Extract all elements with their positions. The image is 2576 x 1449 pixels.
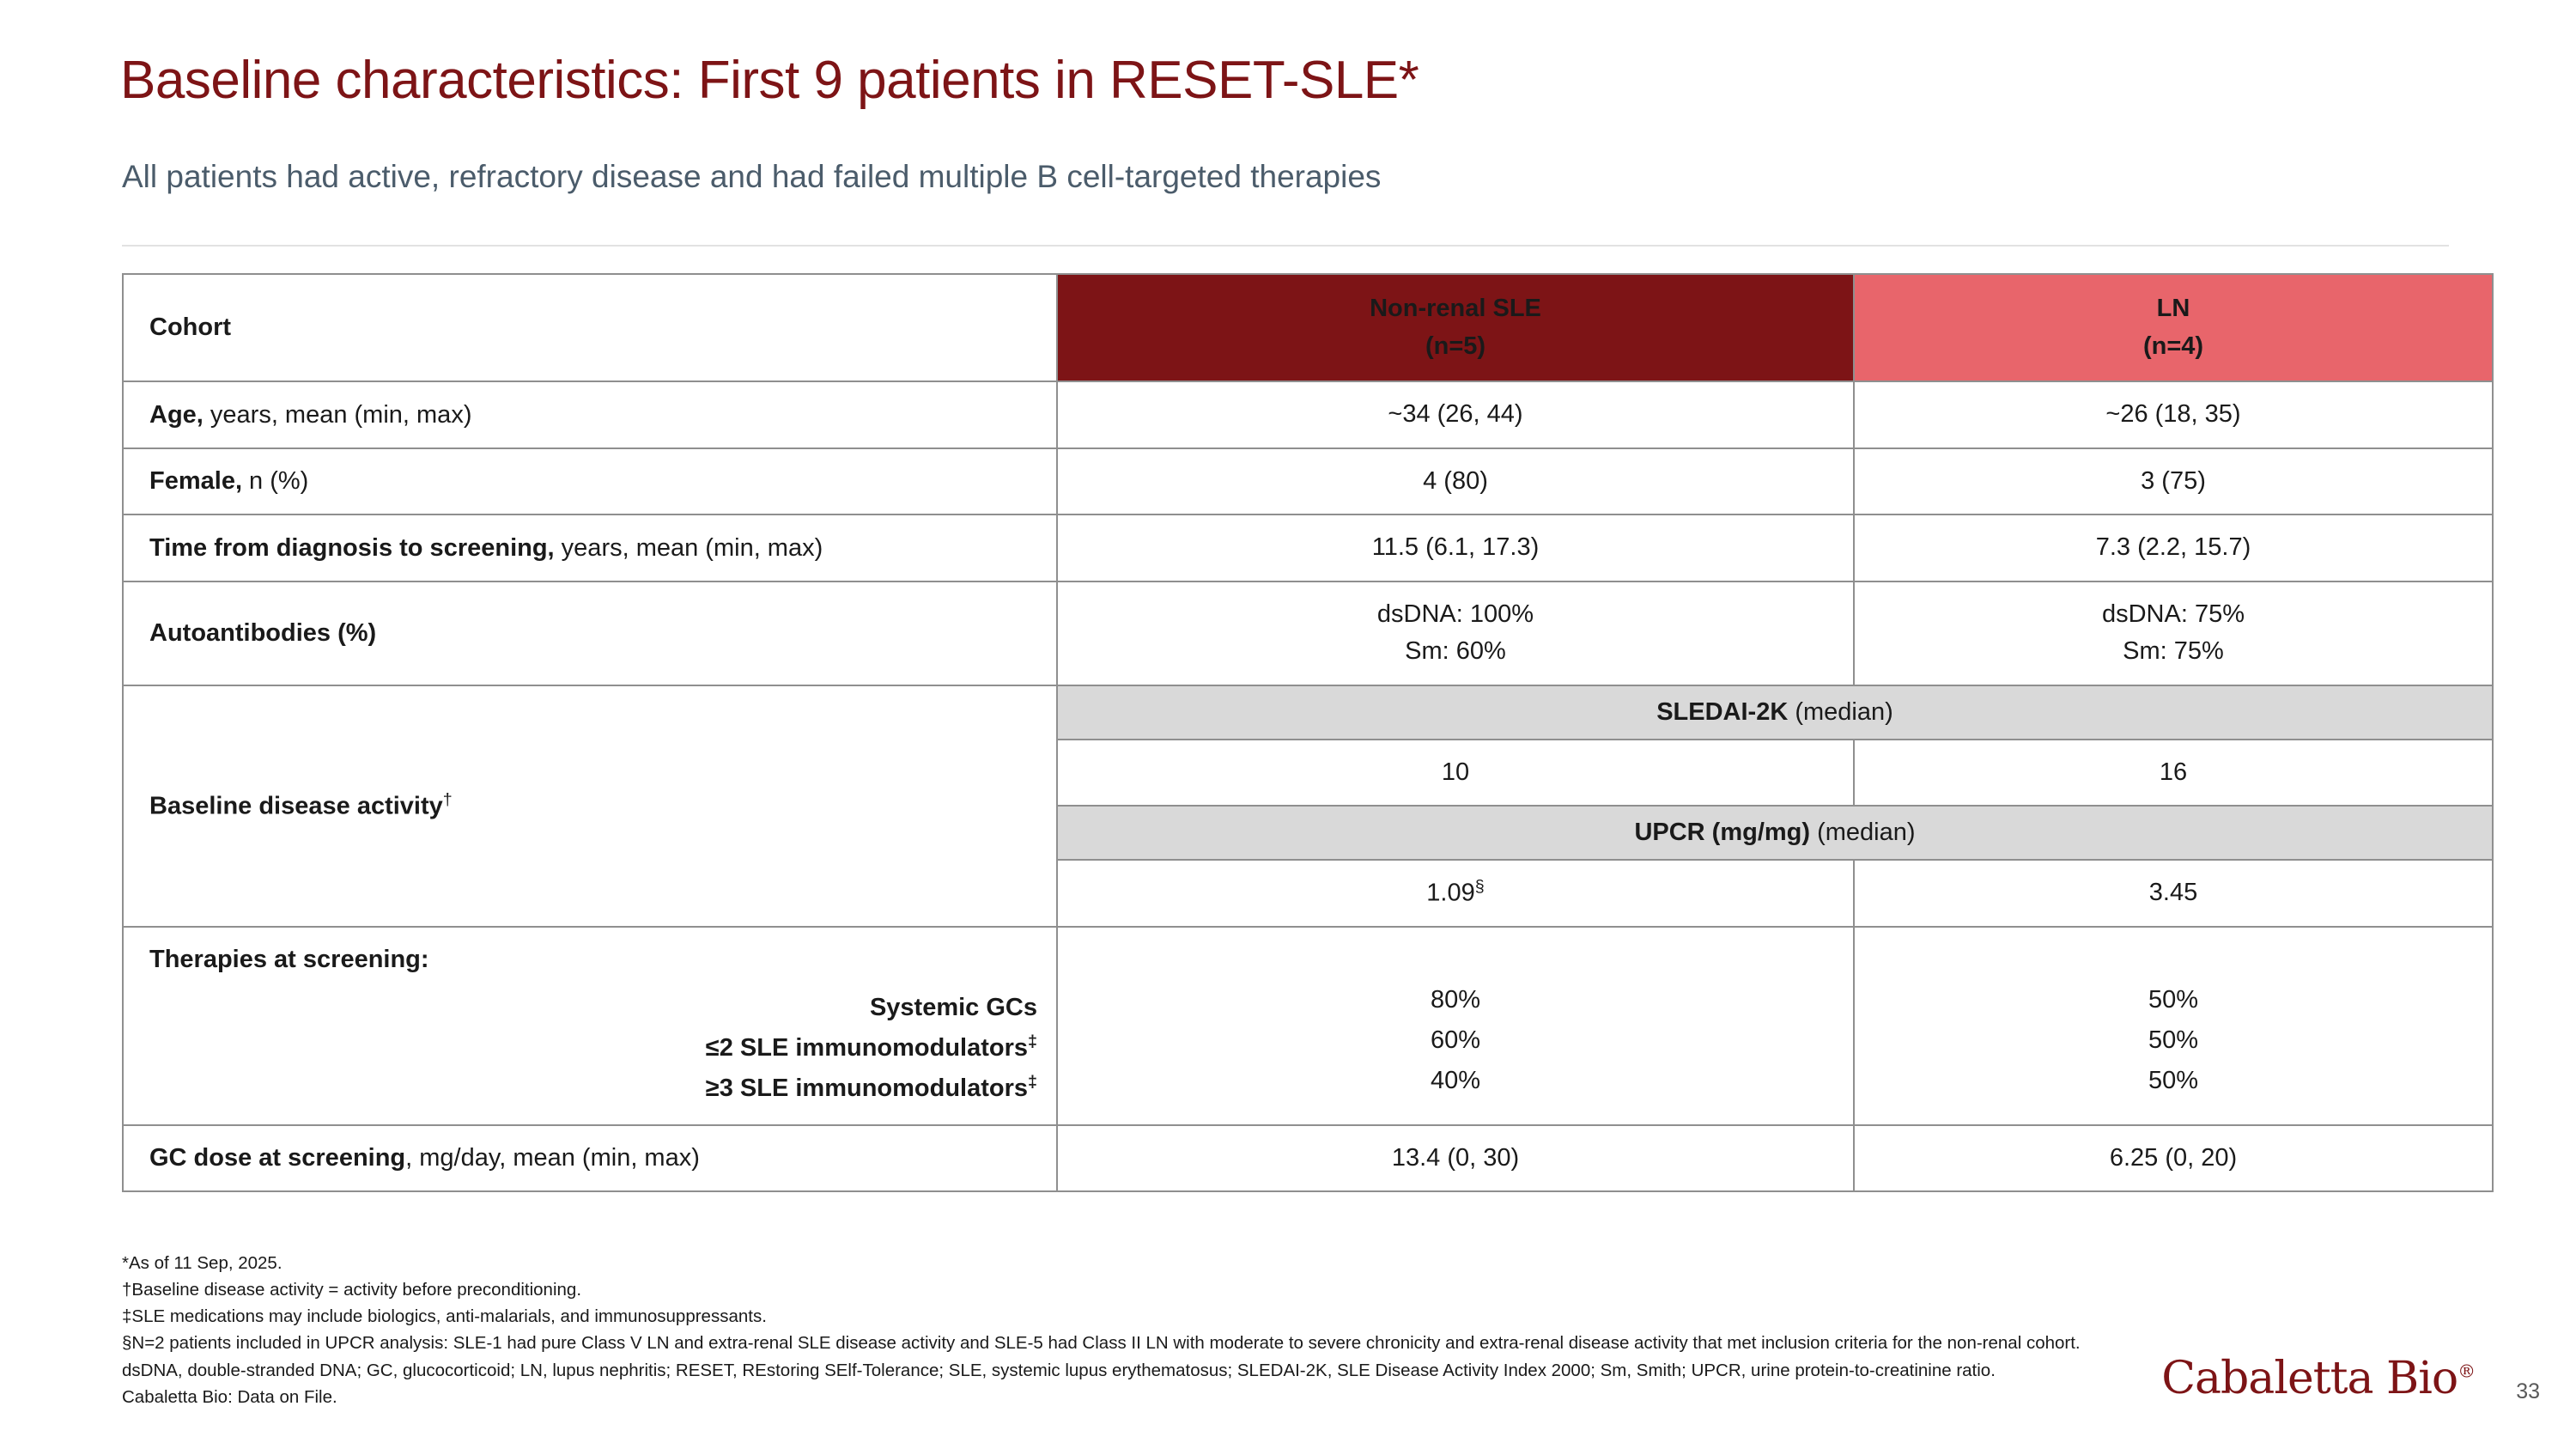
cell-upcr-non-renal-value: 1.09	[1426, 879, 1475, 907]
therapies-heading: Therapies at screening:	[149, 946, 429, 974]
logo-registered-mark: ®	[2458, 1361, 2475, 1382]
row-label-time-to-screening	[123, 514, 1057, 581]
cell-gc-dose-ln: 6.25 (0, 20)	[1854, 1125, 2493, 1192]
band-sledai	[1057, 685, 2493, 740]
cell-therapies-non-renal-le2: 60%	[1430, 1026, 1481, 1054]
row-label-female	[123, 448, 1057, 515]
table-row	[123, 448, 2493, 515]
table-row	[123, 581, 2493, 685]
cell-autoantibodies-ln-sm: Sm: 75%	[2123, 637, 2224, 665]
cell-time-non-renal: 11.5 (6.1, 17.3)	[1057, 514, 1854, 581]
cell-sledai-ln: 16	[1854, 740, 2493, 807]
page-number: 33	[2516, 1379, 2540, 1403]
table-row	[123, 1125, 2493, 1192]
row-label-gc-dose-bold: GC dose at screening	[149, 1144, 406, 1172]
header-ln-name: LN	[2156, 295, 2190, 322]
row-label-autoantibodies-bold: Autoantibodies (%)	[149, 618, 377, 647]
header-non-renal-sle-n: (n=5)	[1425, 332, 1486, 360]
cell-upcr-ln: 3.45	[1854, 860, 2493, 927]
table-row	[123, 927, 2493, 1124]
cell-sledai-non-renal: 10	[1057, 740, 1854, 807]
page-title: Baseline characteristics: First 9 patients in RESET-SLE*	[120, 51, 1419, 110]
cell-therapies-ln	[1854, 927, 2493, 1124]
cell-age-ln: ~26 (18, 35)	[1854, 381, 2493, 448]
therapies-sub-systemic-gcs: Systemic GCs	[869, 993, 1037, 1021]
therapies-sub2-text: ≤2 SLE immunomodulators	[705, 1033, 1029, 1062]
header-non-renal-sle	[1057, 274, 1854, 381]
cell-upcr-non-renal-footnote-marker: §	[1474, 877, 1485, 896]
baseline-characteristics-table	[122, 273, 2494, 1192]
cell-therapies-non-renal	[1057, 927, 1854, 1124]
cell-autoantibodies-non-renal-sm: Sm: 60%	[1405, 637, 1506, 665]
footnote-1: *As of 11 Sep, 2025.	[122, 1253, 283, 1273]
band-upcr-bold: UPCR (mg/mg)	[1634, 819, 1818, 846]
page-subtitle: All patients had active, refractory disease and had failed multiple B cell-targeted therapies	[122, 159, 1382, 194]
cell-therapies-non-renal-gcs: 80%	[1430, 985, 1481, 1014]
row-label-female-rest: n (%)	[242, 467, 309, 496]
therapies-sub-le2-immunomodulators	[149, 1028, 1056, 1068]
row-label-baseline-bold: Baseline disease activity	[149, 792, 443, 820]
band-sledai-rest: (median)	[1795, 697, 1893, 726]
cell-upcr-non-renal	[1057, 860, 1854, 927]
row-label-female-bold: Female,	[149, 467, 242, 496]
cell-autoantibodies-ln	[1854, 581, 2493, 685]
cell-female-ln: 3 (75)	[1854, 448, 2493, 515]
footnote-6: Cabaletta Bio: Data on File.	[122, 1386, 337, 1407]
header-ln	[1854, 274, 2493, 381]
header-divider	[122, 245, 2449, 247]
row-label-gc-dose	[123, 1125, 1057, 1192]
cabaletta-bio-logo	[2161, 1353, 2475, 1404]
row-label-time-rest: years, mean (min, max)	[554, 533, 823, 562]
row-label-autoantibodies	[123, 581, 1057, 685]
table-row	[123, 514, 2493, 581]
table-row	[123, 685, 2493, 740]
therapies-sub2-marker: ‡	[1028, 1031, 1037, 1050]
band-sledai-bold: SLEDAI-2K	[1656, 697, 1795, 726]
cell-time-ln: 7.3 (2.2, 15.7)	[1854, 514, 2493, 581]
table-row	[123, 381, 2493, 448]
footnotes	[122, 1250, 2183, 1410]
cell-therapies-ln-gcs: 50%	[2148, 985, 2199, 1014]
cell-therapies-ln-le2: 50%	[2148, 1026, 2199, 1054]
footnote-2: †Baseline disease activity = activity before preconditioning.	[122, 1280, 582, 1300]
cell-therapies-non-renal-ge3: 40%	[1430, 1066, 1481, 1094]
cell-female-non-renal: 4 (80)	[1057, 448, 1854, 515]
cell-autoantibodies-non-renal-dsdna: dsDNA: 100%	[1376, 600, 1534, 628]
cell-therapies-ln-ge3: 50%	[2148, 1066, 2199, 1094]
row-label-age-rest: years, mean (min, max)	[203, 400, 472, 429]
row-label-time-bold: Time from diagnosis to screening,	[149, 533, 555, 562]
row-label-age-bold: Age,	[149, 400, 204, 429]
header-non-renal-sle-name: Non-renal SLE	[1370, 295, 1541, 322]
band-upcr-rest: (median)	[1817, 819, 1916, 846]
row-label-therapies-at-screening	[123, 927, 1057, 1124]
cell-autoantibodies-non-renal	[1057, 581, 1854, 685]
cell-age-non-renal: ~34 (26, 44)	[1057, 381, 1854, 448]
cell-gc-dose-non-renal: 13.4 (0, 30)	[1057, 1125, 1854, 1192]
band-upcr	[1057, 806, 2493, 860]
table-header-row	[123, 274, 2493, 381]
row-label-baseline-dagger: †	[442, 789, 453, 809]
row-label-gc-dose-rest: , mg/day, mean (min, max)	[405, 1144, 700, 1172]
cell-autoantibodies-ln-dsdna: dsDNA: 75%	[2101, 600, 2245, 628]
therapies-sub3-text: ≥3 SLE immunomodulators	[705, 1074, 1029, 1102]
therapies-sub-ge3-immunomodulators	[149, 1068, 1056, 1109]
therapies-sub3-marker: ‡	[1028, 1071, 1037, 1091]
logo-text: Cabaletta Bio	[2161, 1353, 2458, 1404]
header-cohort: Cohort	[123, 274, 1057, 381]
row-label-baseline-disease-activity	[123, 685, 1057, 928]
footnote-4: §N=2 patients included in UPCR analysis: SLE-1 had pure Class V LN and extra-renal SLE disease activity and SLE-5 had Class II LN with moderate to severe chronicity and extra-renal disease activity that met inclusion criteria for the non-renal cohort.	[122, 1333, 2081, 1354]
header-ln-n: (n=4)	[2142, 332, 2204, 360]
footnote-5: dsDNA, double-stranded DNA; GC, glucocorticoid; LN, lupus nephritis; RESET, REstoring SElf-Tolerance; SLE, systemic lupus erythematosus; SLEDAI-2K, SLE Disease Activity Index 2000; Sm, Smith; UPCR, urine protein-to-creatinine ratio.	[122, 1360, 1996, 1380]
row-label-age	[123, 381, 1057, 448]
footnote-3: ‡SLE medications may include biologics, anti-malarials, and immunosuppressants.	[122, 1306, 767, 1327]
